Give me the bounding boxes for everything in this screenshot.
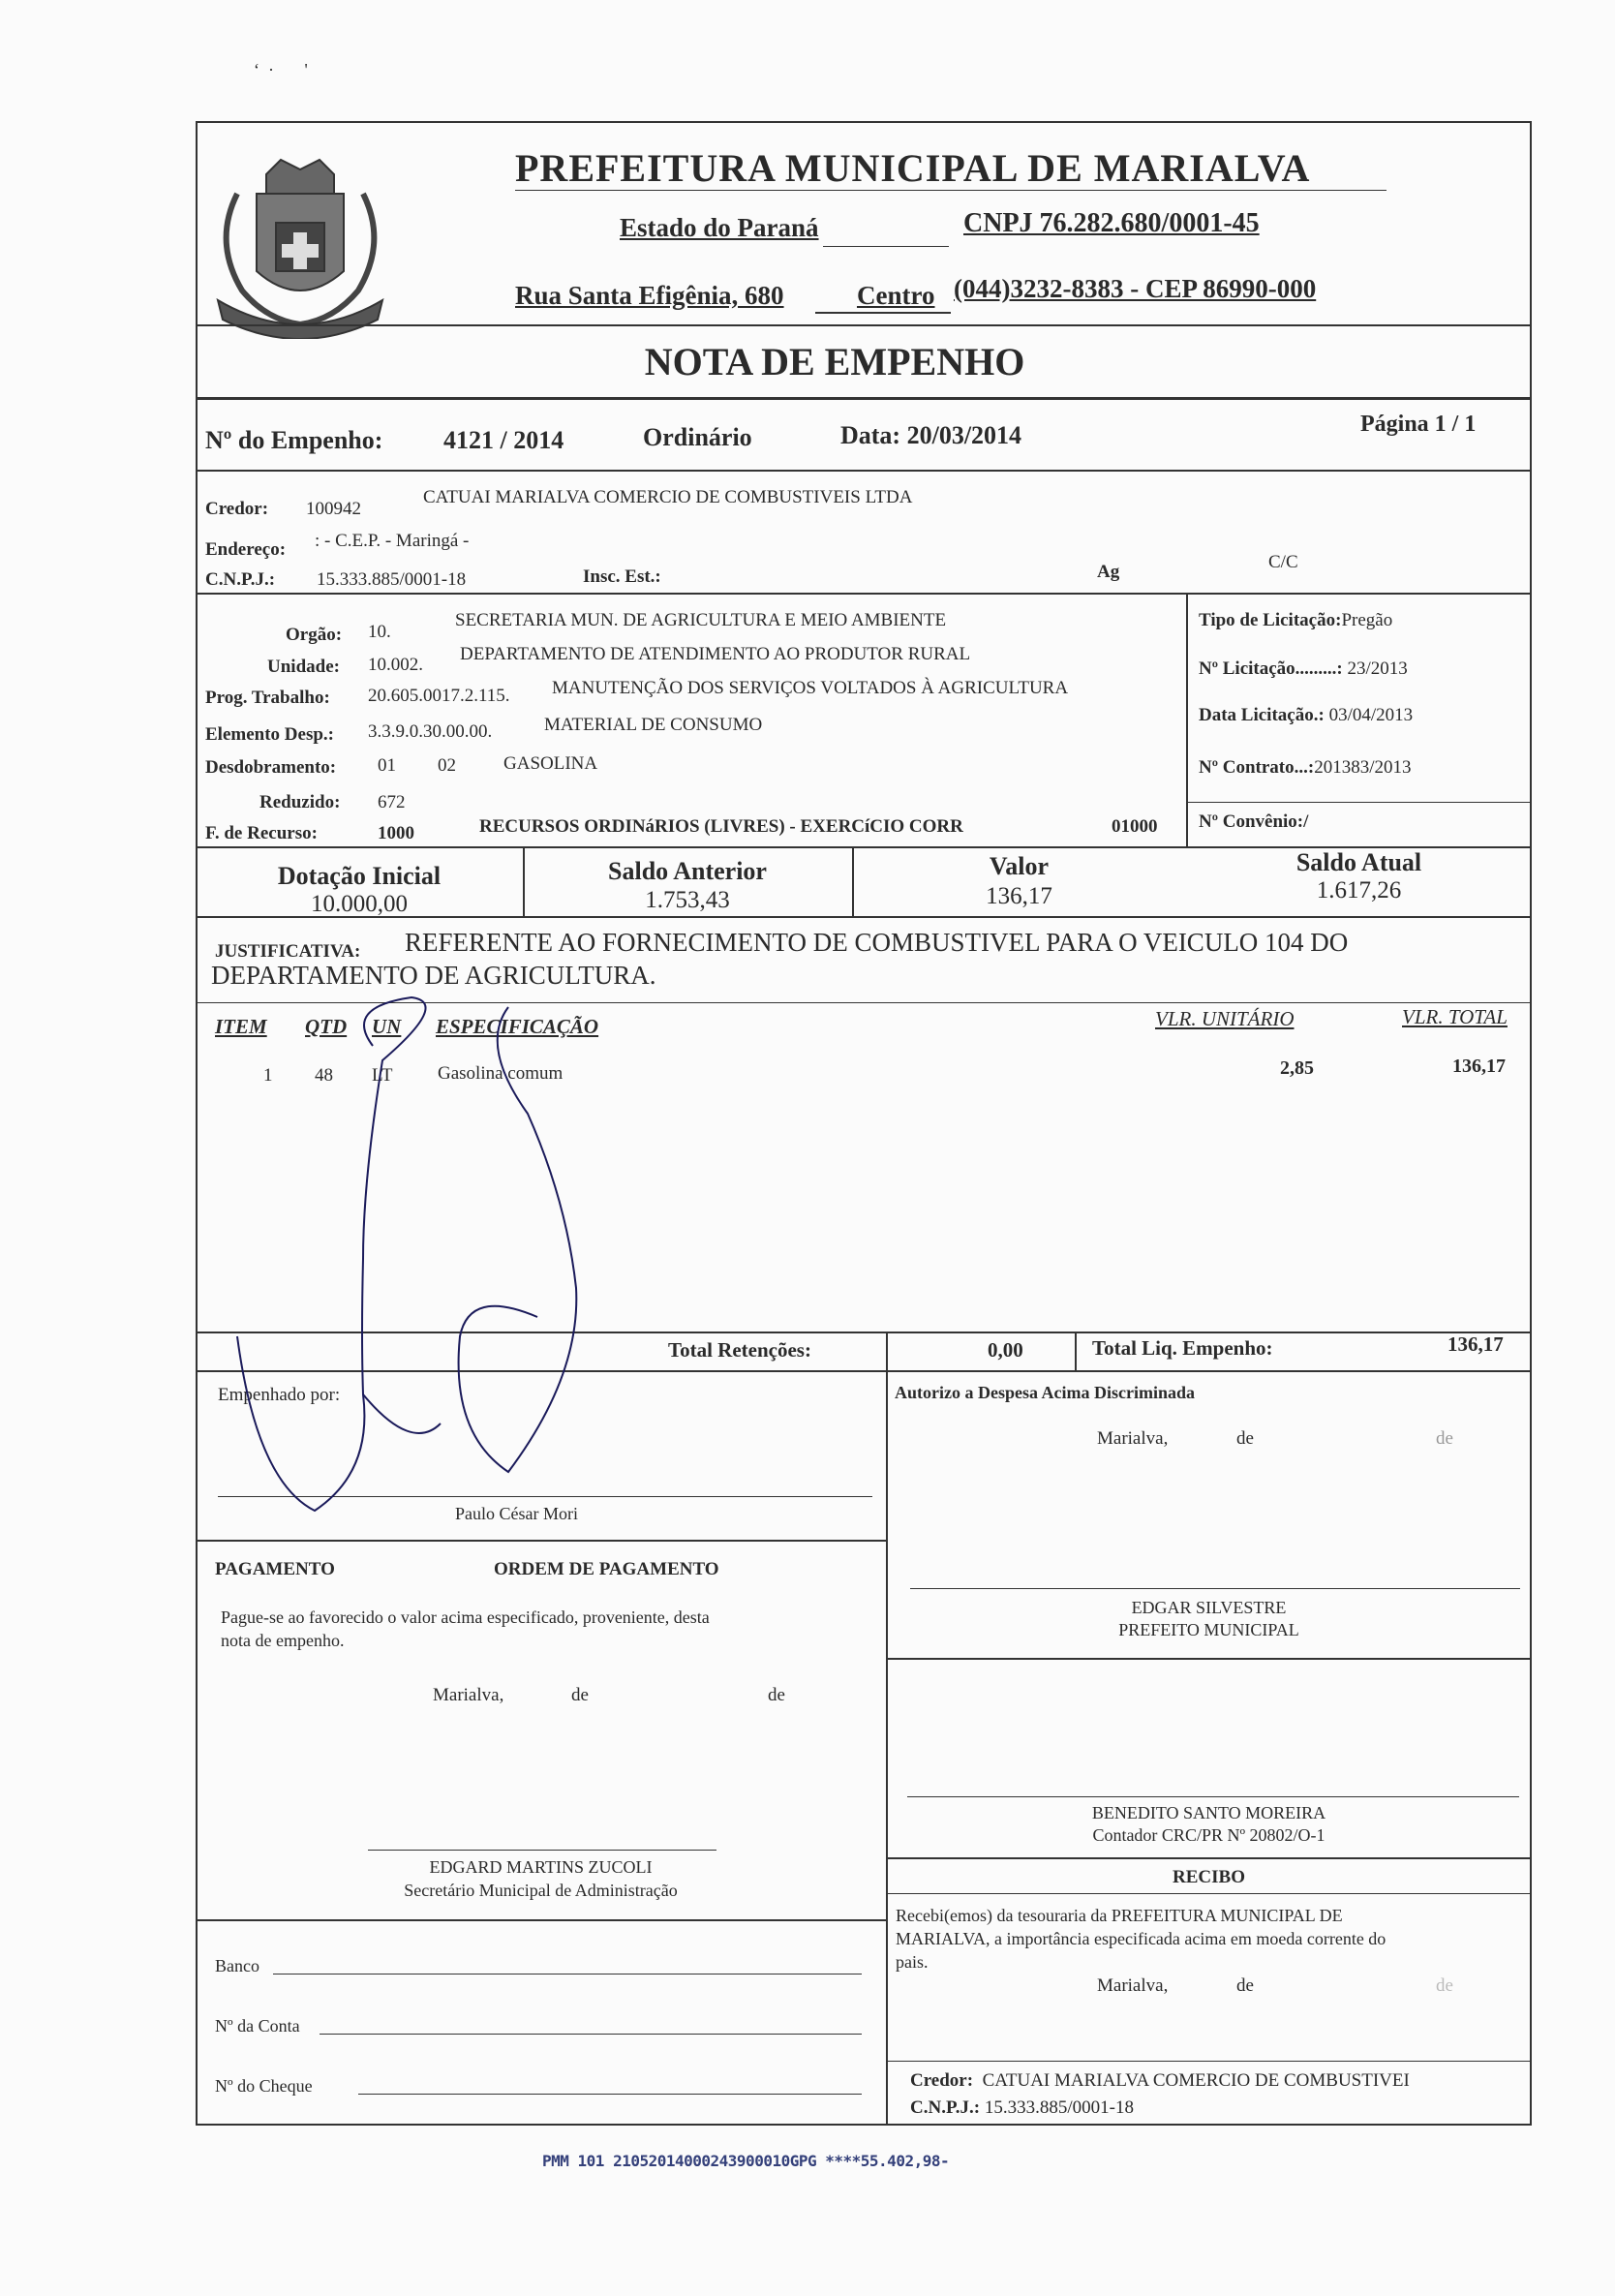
banco-label: Banco <box>215 1956 259 1975</box>
dotacao-inicial-value: 10.000,00 <box>311 891 408 917</box>
valor-value: 136,17 <box>986 883 1052 909</box>
cheque-label: Nº do Cheque <box>215 2076 313 2096</box>
recurso-name: RECURSOS ORDINáRIOS (LIVRES) - EXERCíCIO CORR <box>479 816 963 837</box>
autorizo-text: Autorizo a Despesa Acima Discriminada <box>895 1383 1195 1402</box>
prog-trabalho-name: MANUTENÇÃO DOS SERVIÇOS VOLTADOS À AGRICULTURA <box>552 678 1069 698</box>
total-retencoes-label: Total Retenções: <box>668 1338 811 1362</box>
unidade-label: Unidade: <box>267 657 340 677</box>
footer-code: PMM 101 21052014000243900010GPG ****55.402,98- <box>542 2152 950 2170</box>
elemento-name: MATERIAL DE CONSUMO <box>544 715 763 735</box>
saldo-anterior-value: 1.753,43 <box>645 887 730 913</box>
item-qtd: 48 <box>315 1065 333 1086</box>
desdobramento-name: GASOLINA <box>503 753 598 774</box>
ordem-pagamento-label: ORDEM DE PAGAMENTO <box>494 1559 719 1579</box>
empenho-number-label: Nº do Empenho: <box>205 426 383 454</box>
pagamento-text-2: nota de empenho. <box>221 1631 345 1650</box>
numero-contrato: Nº Contrato...:201383/2013 <box>1199 757 1412 778</box>
pagamento-label: PAGAMENTO <box>215 1559 335 1579</box>
credor-name: CATUAI MARIALVA COMERCIO DE COMBUSTIVEIS LTDA <box>423 487 913 507</box>
autorizo-de-1: de <box>1236 1428 1254 1449</box>
cnpj-header: CNPJ 76.282.680/0001-45 <box>963 208 1260 238</box>
phone-cep-text: (044)3232-8383 - CEP 86990-000 <box>954 274 1317 303</box>
nota-empenho-title: NOTA DE EMPENHO <box>644 340 1025 383</box>
col-spec-header: ESPECIFICAÇÃO <box>436 1015 599 1038</box>
recurso-label: F. de Recurso: <box>205 823 318 843</box>
recibo-label: RECIBO <box>1173 1867 1245 1887</box>
prefeito-cargo: PREFEITO MUNICIPAL <box>1118 1620 1299 1639</box>
empenhado-por-name: Paulo César Mori <box>455 1504 578 1523</box>
address-text: Rua Santa Efigênia, 680 <box>515 281 784 310</box>
recurso-number: 01000 <box>1112 816 1158 837</box>
saldo-atual-value: 1.617,26 <box>1316 877 1402 903</box>
tipo-licitacao: Tipo de Licitação:Pregão <box>1199 610 1393 630</box>
elemento-code: 3.3.9.0.30.00.00. <box>368 721 493 742</box>
prefeito-name: EDGAR SILVESTRE <box>1131 1598 1287 1617</box>
elemento-label: Elemento Desp.: <box>205 724 334 745</box>
reduzido-label: Reduzido: <box>259 792 341 812</box>
recibo-cnpj: C.N.P.J.: 15.333.885/0001-18 <box>910 2097 1134 2118</box>
col-item-header: ITEM <box>215 1015 267 1038</box>
recibo-city: Marialva, <box>1097 1975 1169 1996</box>
item-number: 1 <box>263 1065 273 1086</box>
pagamento-de-2: de <box>768 1685 785 1705</box>
reduzido-value: 672 <box>378 792 406 812</box>
col-unit-header: VLR. UNITÁRIO <box>1155 1007 1295 1030</box>
insc-est-label: Insc. Est.: <box>583 566 661 587</box>
stray-mark: ‘ · ' <box>254 60 308 79</box>
orgao-name: SECRETARIA MUN. DE AGRICULTURA E MEIO AMBIENTE <box>455 610 947 630</box>
dotacao-inicial-label: Dotação Inicial <box>277 862 442 890</box>
credor-label: Credor: <box>205 499 269 519</box>
pagamento-de-1: de <box>571 1685 589 1705</box>
justificativa-line2: DEPARTAMENTO DE AGRICULTURA. <box>211 961 656 990</box>
item-un: LT <box>372 1065 393 1086</box>
saldo-atual-label: Saldo Atual <box>1295 848 1422 876</box>
total-retencoes-value: 0,00 <box>988 1338 1023 1362</box>
endereco-value: : - C.E.P. - Maringá - <box>315 531 470 551</box>
recibo-text-2: MARIALVA, a importância especificada acima em moeda corrente do <box>896 1929 1386 1948</box>
coat-of-arms-icon <box>198 155 402 339</box>
total-liq-label: Total Liq. Empenho: <box>1092 1336 1273 1360</box>
endereco-label: Endereço: <box>205 539 287 560</box>
credor-code: 100942 <box>306 499 361 519</box>
autorizo-city: Marialva, <box>1097 1428 1169 1449</box>
contador-cargo: Contador CRC/PR Nº 20802/O-1 <box>1092 1825 1326 1845</box>
saldo-anterior-label: Saldo Anterior <box>608 857 767 885</box>
secretario-name: EDGARD MARTINS ZUCOLI <box>429 1857 653 1877</box>
desdobramento-label: Desdobramento: <box>205 757 337 778</box>
prog-trabalho-code: 20.605.0017.2.115. <box>368 686 510 706</box>
unidade-name: DEPARTAMENTO DE ATENDIMENTO AO PRODUTOR RURAL <box>460 644 971 664</box>
justificativa-line1: REFERENTE AO FORNECIMENTO DE COMBUSTIVEL PARA O VEICULO 104 DO <box>405 928 1349 957</box>
numero-licitacao: Nº Licitação.........: 23/2013 <box>1199 658 1408 679</box>
prefeitura-title: PREFEITURA MUNICIPAL DE MARIALVA <box>515 146 1311 190</box>
contador-name: BENEDITO SANTO MOREIRA <box>1091 1803 1326 1822</box>
empenho-number: 4121 / 2014 <box>443 426 564 454</box>
cc-label: C/C <box>1268 552 1298 572</box>
recibo-de-1: de <box>1236 1975 1254 1996</box>
col-qtd-header: QTD <box>305 1015 348 1038</box>
recibo-de-2: de <box>1436 1975 1453 1996</box>
autorizo-de-2: de <box>1436 1428 1453 1449</box>
item-total: 136,17 <box>1452 1056 1506 1077</box>
pagamento-city: Marialva, <box>433 1685 504 1705</box>
credor-cnpj: 15.333.885/0001-18 <box>317 569 467 590</box>
total-liq-value: 136,17 <box>1447 1332 1504 1356</box>
secretario-cargo: Secretário Municipal de Administração <box>404 1881 678 1900</box>
numero-convenio: Nº Convênio:/ <box>1199 811 1309 832</box>
ag-label: Ag <box>1097 562 1120 582</box>
neighborhood-text: Centro <box>857 281 935 310</box>
recibo-credor: Credor: CATUAI MARIALVA COMERCIO DE COMBUSTIVEI <box>910 2070 1410 2091</box>
data-licitacao: Data Licitação.: 03/04/2013 <box>1199 705 1414 725</box>
orgao-label: Orgão: <box>286 625 343 645</box>
justificativa-label: JUSTIFICATIVA: <box>215 941 361 962</box>
unidade-code: 10.002. <box>368 655 423 675</box>
cnpj-label: C.N.P.J.: <box>205 569 276 590</box>
page-number: Página 1 / 1 <box>1360 412 1477 437</box>
empenho-type: Ordinário <box>643 423 752 451</box>
empenhado-por-label: Empenhado por: <box>218 1385 341 1405</box>
recurso-code: 1000 <box>378 823 414 843</box>
empenho-date: Data: 20/03/2014 <box>840 421 1022 449</box>
col-total-header: VLR. TOTAL <box>1402 1005 1508 1028</box>
desdobramento-b: 02 <box>438 755 456 776</box>
valor-label: Valor <box>989 852 1050 880</box>
col-un-header: UN <box>372 1015 402 1038</box>
handwritten-signature <box>218 968 721 1549</box>
item-unit-price: 2,85 <box>1280 1057 1314 1079</box>
prog-trabalho-label: Prog. Trabalho: <box>205 688 330 708</box>
pagamento-text-1: Pague-se ao favorecido o valor acima especificado, proveniente, desta <box>221 1607 710 1627</box>
desdobramento-a: 01 <box>378 755 396 776</box>
recibo-text-3: pais. <box>896 1952 929 1972</box>
state-text: Estado do Paraná <box>620 213 819 242</box>
recibo-text-1: Recebi(emos) da tesouraria da PREFEITURA MUNICIPAL DE <box>896 1906 1343 1925</box>
item-spec: Gasolina comum <box>438 1063 564 1084</box>
orgao-code: 10. <box>368 622 391 642</box>
conta-label: Nº da Conta <box>215 2016 300 2036</box>
